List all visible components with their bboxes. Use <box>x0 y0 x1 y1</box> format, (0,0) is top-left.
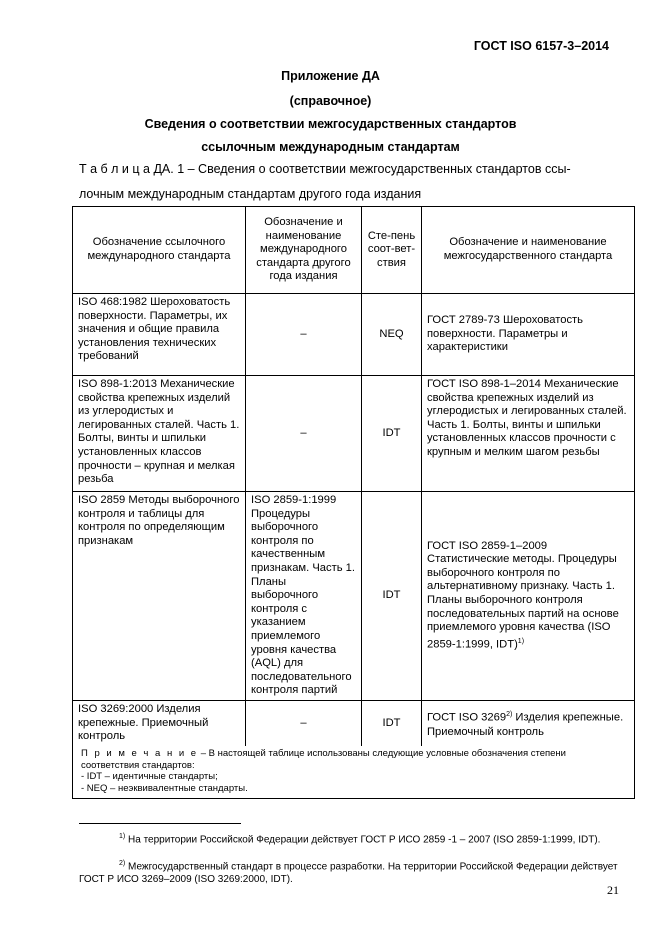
cell-degree: IDT <box>362 700 422 746</box>
cell-interstate-text: ГОСТ ISO 3269 <box>427 711 507 724</box>
table-row <box>73 376 635 492</box>
header-ref-standard: Обозначение ссылочного международного стандарта <box>73 207 246 294</box>
cell-ref-standard: ISO 468:1982 Шероховатость поверхности. Параметры, их значения и общие правила установления технических требований <box>73 294 246 376</box>
footnote-ref-1: 1) <box>517 637 525 645</box>
footnote-1 <box>79 830 619 846</box>
cell-degree: IDT <box>362 376 422 492</box>
cell-ref-standard: ISO 2859 Методы выборочного контроля и таблицы для контроля по определяющим признакам <box>73 492 246 701</box>
table-row <box>73 294 635 376</box>
annex-type: (справочное) <box>289 94 372 108</box>
cell-interstate-standard: ГОСТ 2789-73 Шероховатость поверхности. Параметры и характеристики <box>422 294 635 376</box>
cell-other-standard: ISO 2859-1:1999 Процедуры выборочного контроля по качественным признакам. Часть 1. Планы выборочного контроля с указанием приемлемого уровня качества (AQL) для последовательного контроля партий <box>246 492 362 701</box>
note-item: - IDT – идентичные стандарты; <box>81 771 218 783</box>
footnote-mark: 2) <box>119 860 126 867</box>
header-other-year-standard: Обозначение и наименование международного стандарта другого года издания <box>246 207 362 294</box>
page-number: 21 <box>607 883 619 897</box>
footnote-separator <box>79 823 241 824</box>
cell-degree: IDT <box>362 492 422 701</box>
table-row <box>73 700 635 746</box>
cell-interstate-standard <box>422 700 635 746</box>
header-interstate-standard: Обозначение и наименование межгосударственного стандарта <box>422 207 635 294</box>
footnote-ref-2: 2) <box>506 711 513 719</box>
document-header: ГОСТ ISO 6157-3–2014 <box>473 39 609 53</box>
cell-other-standard: – <box>246 376 362 492</box>
table-note <box>73 746 635 799</box>
table-caption <box>79 157 619 207</box>
footnote-text: Межгосударственный стандарт в процессе разработки. На территории Российской Федерации действует ГОСТ Р ИСО 3269–2009 (ISO 3269:2000, IDT). <box>79 861 618 886</box>
note-text: – В настоящей таблице использованы следующие условные обозначения степени соответствия стандартов: <box>81 748 566 771</box>
annex-heading-line1: Сведения о соответствии межгосударственных стандартов <box>144 117 517 131</box>
cell-ref-standard: ISO 3269:2000 Изделия крепежные. Приемочный контроль <box>73 700 246 746</box>
cell-interstate-text-rest: Изделия крепежные. Приемочный контроль <box>427 711 624 738</box>
cell-ref-standard: ISO 898-1:2013 Механические свойства крепежных изделий из углеродистых и легированных сталей. Часть 1. Болты, винты и шпильки установленных классов прочности – крупная и мелкая резьба <box>73 376 246 492</box>
footnote-text: На территории Российской Федерации действует ГОСТ Р ИСО 2859 -1 – 2007 (ISO 2859-1:1999, IDT). <box>125 834 601 846</box>
standards-table <box>72 206 635 799</box>
table-caption-line1: Т а б л и ц а ДА. 1 – Сведения о соответствии межгосударственных стандартов ссы- <box>79 162 571 176</box>
table-note-row <box>73 746 635 799</box>
cell-interstate-standard: ГОСТ ISO 898-1–2014 Механические свойства крепежных изделий из углеродистых и легированных сталей. Часть 1. Болты, винты и шпильки установленных классов прочности с крупным и мелким шагом резьбы <box>422 376 635 492</box>
note-label: П р и м е ч а н и е <box>81 748 199 760</box>
annex-heading-line2: ссылочным международным стандартам <box>201 140 460 154</box>
annex-title: Приложение ДА <box>281 69 380 83</box>
table-row <box>73 492 635 701</box>
header-degree: Сте-пень соот-вет-ствия <box>362 207 422 294</box>
cell-other-standard: – <box>246 294 362 376</box>
cell-degree: NEQ <box>362 294 422 376</box>
footnote-2 <box>79 857 619 886</box>
cell-other-standard: – <box>246 700 362 746</box>
footnote-mark: 1) <box>119 833 126 840</box>
cell-interstate-text: ГОСТ ISO 2859-1–2009 Статистические методы. Процедуры выборочного контроля по альтернативному признаку. Часть 1. Планы выборочного контроля последовательных партий на основе приемлемого уровня качества (ISO 2859-1:1999, IDT) <box>427 539 619 651</box>
note-item: - NEQ – неэквивалентные стандарты. <box>81 782 248 794</box>
table-caption-line2: лочным международным стандартам другого года издания <box>79 187 422 201</box>
table-header-row <box>73 207 635 294</box>
cell-interstate-standard <box>422 492 635 701</box>
